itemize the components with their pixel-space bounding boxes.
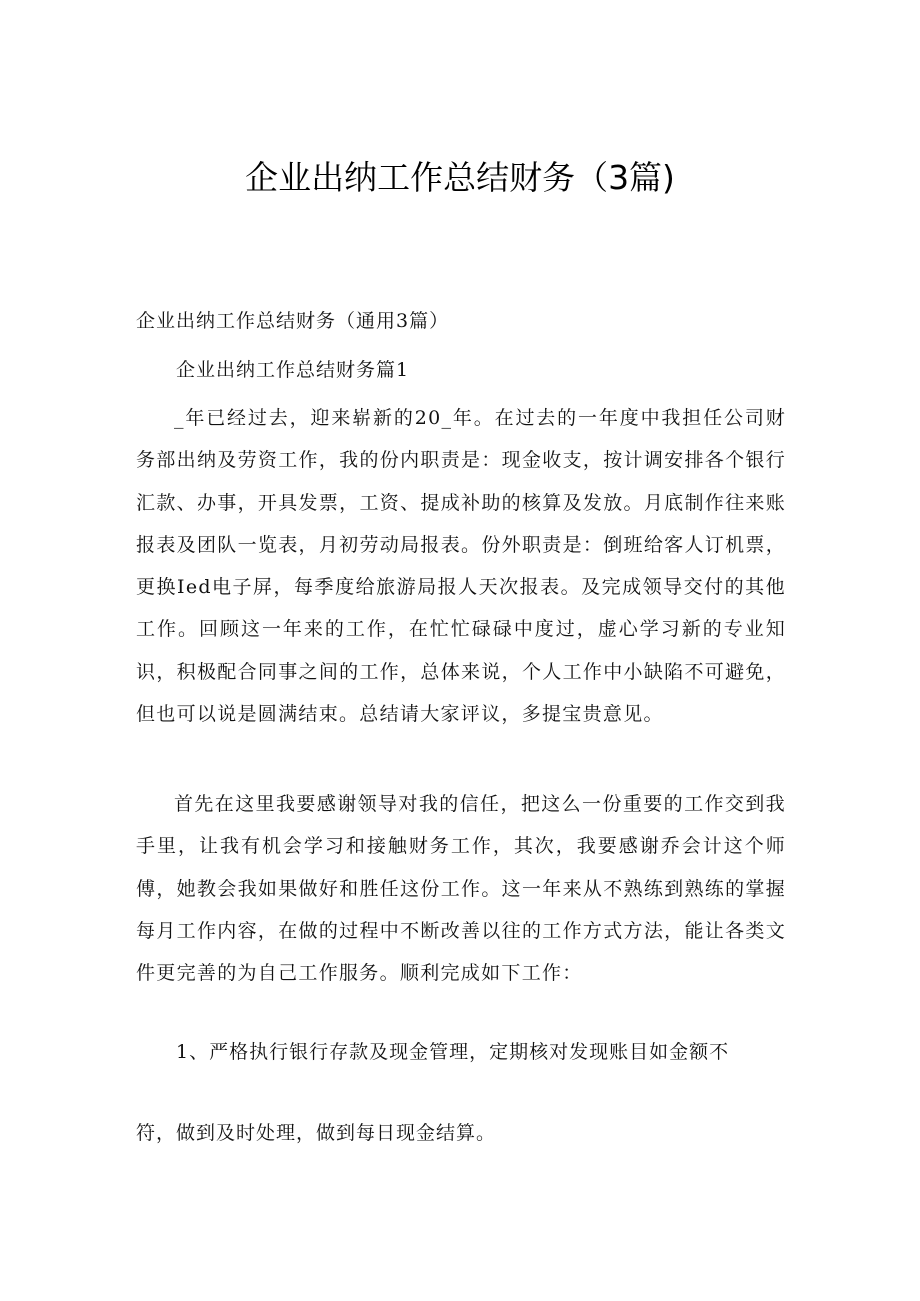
document-subtitle: 企业出纳工作总结财务（通用3篇） (136, 310, 450, 332)
section-heading: 企业出纳工作总结财务篇1 (176, 359, 410, 381)
list-item-1-line-1: 1、严格执行银行存款及现金管理，定期核对发现账目如金额不 (176, 1041, 730, 1063)
paragraph-2: 首先在这里我要感谢领导对我的信任，把这么一份重要的工作交到我手里，让我有机会学习和接触财务工作，其次，我要感谢乔会计这个师傅，她教会我如果做好和胜任这份工作。这一年来从不熟练到熟练的掌握每月工作内容，在做的过程中不断改善以往的工作方式方法，能让各类文件更完善的为自己工作服务。顺利完成如下工作： (136, 793, 786, 985)
list-item-1-line-2: 符，做到及时处理，做到每日现金结算。 (136, 1122, 497, 1144)
paragraph-1: _年已经过去，迎来崭新的20_年。在过去的一年度中我担任公司财务部出纳及劳资工作，我的份内职责是：现金收支，按计调安排各个银行汇款、办事，开具发票，工资、提成补助的核算及发放。月底制作往来账报表及团队一览表，月初劳动局报表。份外职责是：倒班给客人订机票，更换Ied电子屏，每季度给旅游局报人天次报表。及完成领导交付的其他工作。回顾这一年来的工作，在忙忙碌碌中度过，虚心学习新的专业知识，积极配合同事之间的工作，总体来说，个人工作中小缺陷不可避免，但也可以说是圆满结束。总结请大家评议，多提宝贵意见。 (136, 407, 786, 726)
document-title: 企业出纳工作总结财务（3篇) (245, 158, 675, 197)
